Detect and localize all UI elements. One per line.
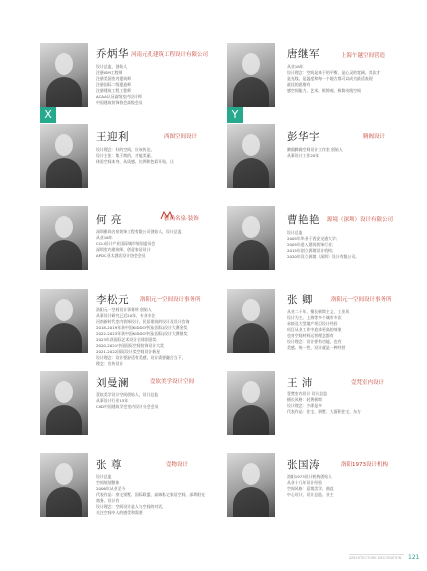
marker-x: X <box>40 107 56 123</box>
designer-name: 张 尊 <box>96 459 122 471</box>
designer-photo-8 <box>227 289 275 353</box>
page-number: 121 <box>408 554 420 561</box>
designer-name: 王 沛 <box>287 377 313 389</box>
designer-photo-9 <box>40 371 88 435</box>
designer-photo-11 <box>40 453 88 517</box>
designer-company: 上海午越空间营造 <box>341 53 386 59</box>
designer-bio: 设计总监 空间规划整体 2006年从业至今 代表作品：豪宅别墅、国际联盟、高端私宅家居空间、深圳阳光 商务、设计有 设计理念：空间设计是人与空间的对话， 关注空间中人的感受和需要 <box>96 474 205 515</box>
designer-bio: 从业18年 设计理念：空间是来于的平衡，是心灵的宽阔。其次才 是光线、是温度和每一个地方都可以成为最适表现 最佳的思维有 感空间能力，艺术、极简观、极简动线空间 <box>287 64 381 93</box>
designer-name: 何 亮 <box>96 214 122 226</box>
designer-bio: 深圳雅尚名泉装饰工程有限公司创始人，设计总监 从业16年 CCLI设计产业国际城市规划委员会 深圳室内建筑师、创意家居设计 APDC亚太酒店设计协会会员 <box>96 229 182 258</box>
designer-bio: 腾阁腾阁空间设计工作室 创始人 从事设计工作20年 <box>287 147 343 158</box>
designer-name: 曹艳艳 <box>287 214 320 226</box>
designer-photo-3 <box>40 124 88 188</box>
designer-photo-10 <box>227 371 275 435</box>
designer-name: 李松元 <box>96 294 129 306</box>
designer-photo-5 <box>40 206 88 270</box>
designer-name: 王迎利 <box>96 131 129 143</box>
designer-name: 彭华宇 <box>287 131 320 143</box>
marker-y: Y <box>227 107 243 123</box>
designer-name: 张国涛 <box>287 459 320 471</box>
designer-bio: 设计理念：好的空间，应该传达， 设计主张：集于简约，才能美丽， 体验空间本身，从质感、比例和色彩开始，让 <box>96 147 174 164</box>
designer-bio: 设计总监 2005年毕业于西安交通大学； 2005年进入建筑装饰行业； 2015年创立源境设计机构； 2020年设立源境（深圳）设计有限公司。 <box>287 230 360 259</box>
designer-photo-7 <box>40 289 88 353</box>
designer-company: 壹软美学设计空间 <box>150 379 195 385</box>
designer-bio: 壹软美学设计空间创始人，设计总监 从事设计行业15年 CIID中国建筑学会室内设计分会会员 <box>96 392 159 409</box>
designer-company: 洛阳元一空间设计事务所 <box>331 297 392 303</box>
designer-name: 刘曼澜 <box>96 377 129 389</box>
designer-photo-1 <box>40 43 88 107</box>
designer-photo-2 <box>227 43 275 107</box>
designer-company: 腾阁设计 <box>363 134 386 140</box>
designer-company: 壹梵室内设计 <box>351 380 385 386</box>
designer-company: 源境（深圳）设计有限公司 <box>327 217 394 223</box>
designer-company: 西图空间设计 <box>164 134 198 140</box>
designer-company: 洛阳1973设计机构 <box>341 462 388 468</box>
designer-name: 张 卿 <box>287 294 313 306</box>
designer-bio: 设计总监，创始人 注册ISM工程师 注册美国室内建筑师 注册国际二级建造师 注册建筑工程工程师 ACAA认证高级室内设计师 中国建筑装饰协会高级会员 <box>96 64 143 105</box>
footer-divider <box>349 554 404 555</box>
designer-company: 河南元孔建筑工程设计有限公司 <box>131 52 209 58</box>
designer-photo-4 <box>227 124 275 188</box>
designer-company: 洛阳元一空间设计事务所 <box>140 297 201 303</box>
designer-bio: 洛阳1973设计机构创始人 从业十几年设计经验 空间风格：意境美学、曲直 中心设计，设计总监、业主 <box>287 474 334 497</box>
designer-bio: 洛阳元一空间设计事务所 创始人 从事设计研究已近20年，专业专注 河南新时代室内装饰设计、民居建筑的设计及设计咨询 2018-2019年获中国KIDDO中国(国际)设计大赛金奖 2022-2023年获中国KIDDO中国(国际)设计大赛银奖 2023年获国际艺术设计全球创意奖 2020-2021中国国际空间装饰设计大奖 2021-2022国际设计奖空间设计新星 设计理念：设计要舒适有美感，设计需要融合当下， 理念：宣传设计 <box>96 307 190 366</box>
designer-bio: 从业二十年，擅长极简主义、工业风 设计为主。上海等多个城市多次 承接及大型地产项目设计经验 项目从业工作中追求更高的效果 也对空间材料运营理念都有 设计理念：设计要有功能，也有 美感、统一性，设计就是一种经营 <box>287 309 350 350</box>
footer-text: ARCHITECTURE DECORATION <box>349 556 402 560</box>
designer-company: 雅尚名泉·装饰 <box>164 216 199 222</box>
designer-bio: 壹梵室内设计 设计总监 擅长风格：轻奢极简 设计理念：少即是多 代表作品：住宅、别墅、大面积住宅、东方 <box>287 391 361 414</box>
designer-photo-6 <box>227 206 275 270</box>
designer-name: 唐继军 <box>287 48 320 60</box>
designer-name: 乔炳华 <box>96 48 129 60</box>
designer-photo-12 <box>227 453 275 517</box>
designer-company: 壹物设计 <box>166 462 189 468</box>
